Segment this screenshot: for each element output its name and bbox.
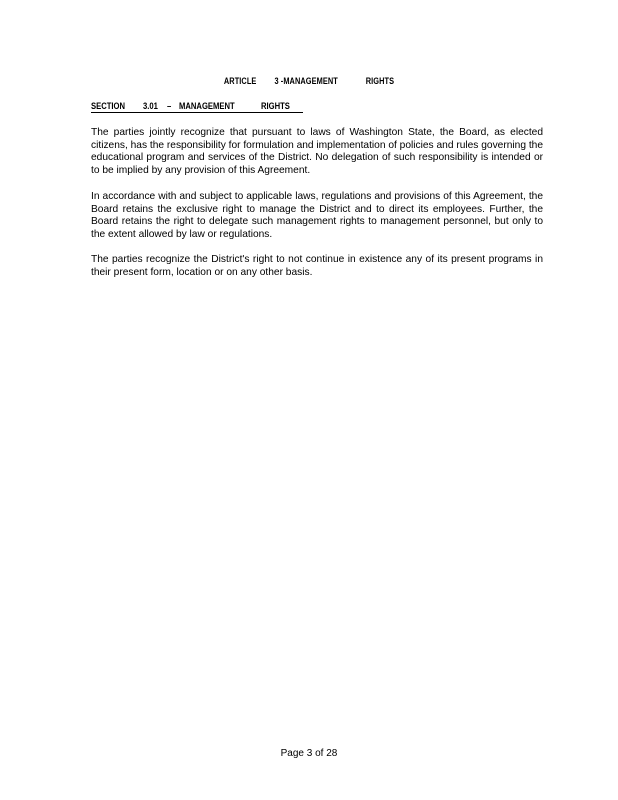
section-heading <box>91 101 303 113</box>
article-label: ARTICLE <box>223 76 257 86</box>
article-heading <box>56 76 563 86</box>
page-footer <box>0 748 618 759</box>
section-number: 3.01 <box>143 101 158 111</box>
page-number: Page 3 of 28 <box>280 748 338 759</box>
section-dash: – <box>167 101 172 111</box>
section-rights-word: RIGHTS <box>261 101 290 111</box>
section-management-word: MANAGEMENT <box>179 101 235 111</box>
paragraph-board-rights: In accordance with and subject to applicable laws, regulations and provisions of this Agreement, the Board retains the exclusive right to manage the District and to direct its employees. Further, the Board retains the right to delegate such management rights to management personnel, but only to the extent allowed by law or regulations. <box>91 191 543 240</box>
article-number-title: 3 -MANAGEMENT <box>274 76 338 86</box>
section-label: SECTION <box>91 101 126 111</box>
paragraph-district-programs: The parties recognize the District's right to not continue in existence any of its present programs in their present form, location or on any other basis. <box>91 254 543 278</box>
paragraph-board-responsibility: The parties jointly recognize that pursuant to laws of Washington State, the Board, as elected citizens, has the responsibility for formulation and implementation of policies and rules governing the educational program and services of the District. No delegation of such responsibility is intended or to be implied by any provision of this Agreement. <box>91 127 543 176</box>
article-rights-word: RIGHTS <box>365 76 395 86</box>
